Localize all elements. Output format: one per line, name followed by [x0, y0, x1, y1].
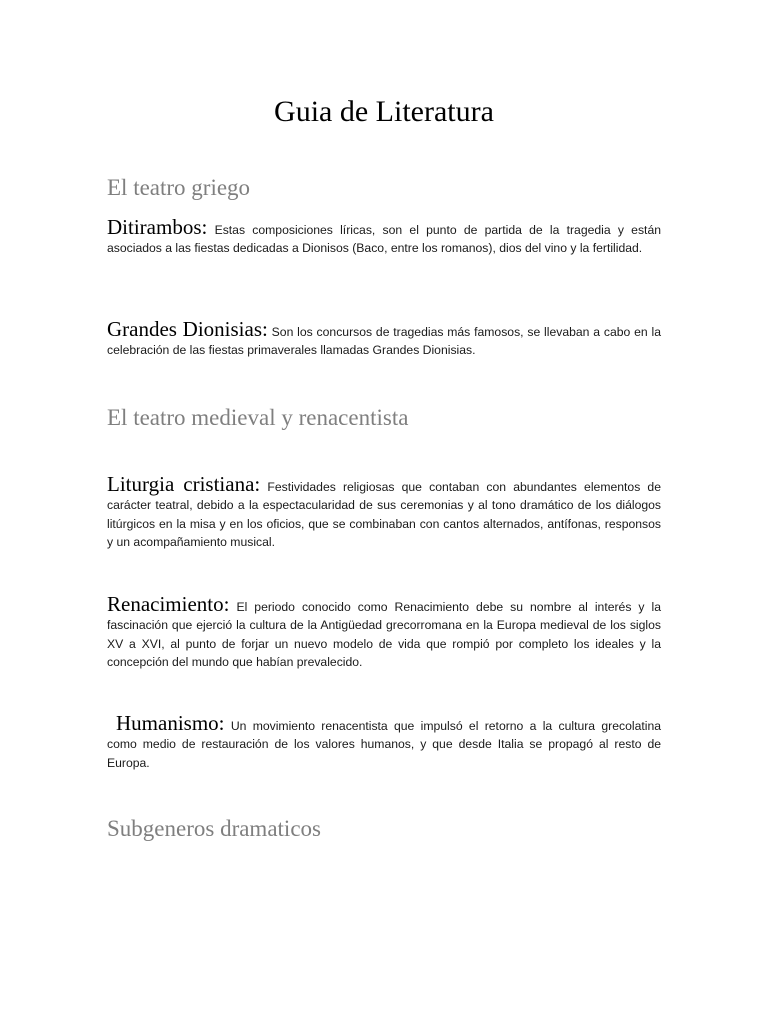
entry-term: Humanismo:	[116, 711, 225, 735]
document-title: Guia de Literatura	[274, 95, 494, 128]
entry-term: Liturgia cristiana:	[107, 472, 261, 496]
entry-ditirambos	[107, 215, 661, 258]
entry-renacimiento	[107, 592, 661, 672]
entry-text: Un movimiento renacentista que impulsó el retorno a la cultura grecolatina como medio de restauración de los valores humanos, y que desde Italia se propagó al resto de Europa.	[107, 719, 662, 770]
entry-liturgia-cristiana	[107, 472, 661, 552]
section-heading-teatro-medieval: El teatro medieval y renacentista	[107, 405, 409, 430]
entry-term: Grandes Dionisias:	[107, 317, 268, 341]
entry-text: Festividades religiosas que contaban con abundantes elementos de carácter teatral, debido a la espectacularidad de sus ceremonias y al tono dramático de los diálogos litúrgicos en la misa y en los oficios, que se combinaban con cantos alternados, antífonas, responsos y un acompañamiento musical.	[107, 480, 661, 550]
section-heading-teatro-griego: El teatro griego	[107, 175, 251, 200]
entry-grandes-dionisias	[107, 317, 661, 360]
entry-text: El periodo conocido como Renacimiento debe su nombre al interés y la fascinación que ejerció la cultura de la Antigüedad grecorromana en la Europa medieval de los siglos XV a XVI, al punto de forjar un nuevo modelo de vida que rompió por completo los ideales y la concepción del mundo que habían prevalecido.	[107, 600, 661, 670]
entry-term: Renacimiento:	[107, 592, 230, 616]
section-heading-subgeneros: Subgeneros dramaticos	[107, 816, 321, 841]
entry-text: Son los concursos de tragedias más famosos, se llevaban a cabo en la celebración de las fiestas primaverales llamadas Grandes Dionisias.	[107, 325, 661, 358]
entry-humanismo	[107, 711, 662, 772]
entry-text: Estas composiciones líricas, son el punto de partida de la tragedia y están asociados a las fiestas dedicadas a Dionisos (Baco, entre los romanos), dios del vino y la fertilidad.	[107, 223, 661, 256]
entry-term: Ditirambos:	[107, 215, 208, 239]
